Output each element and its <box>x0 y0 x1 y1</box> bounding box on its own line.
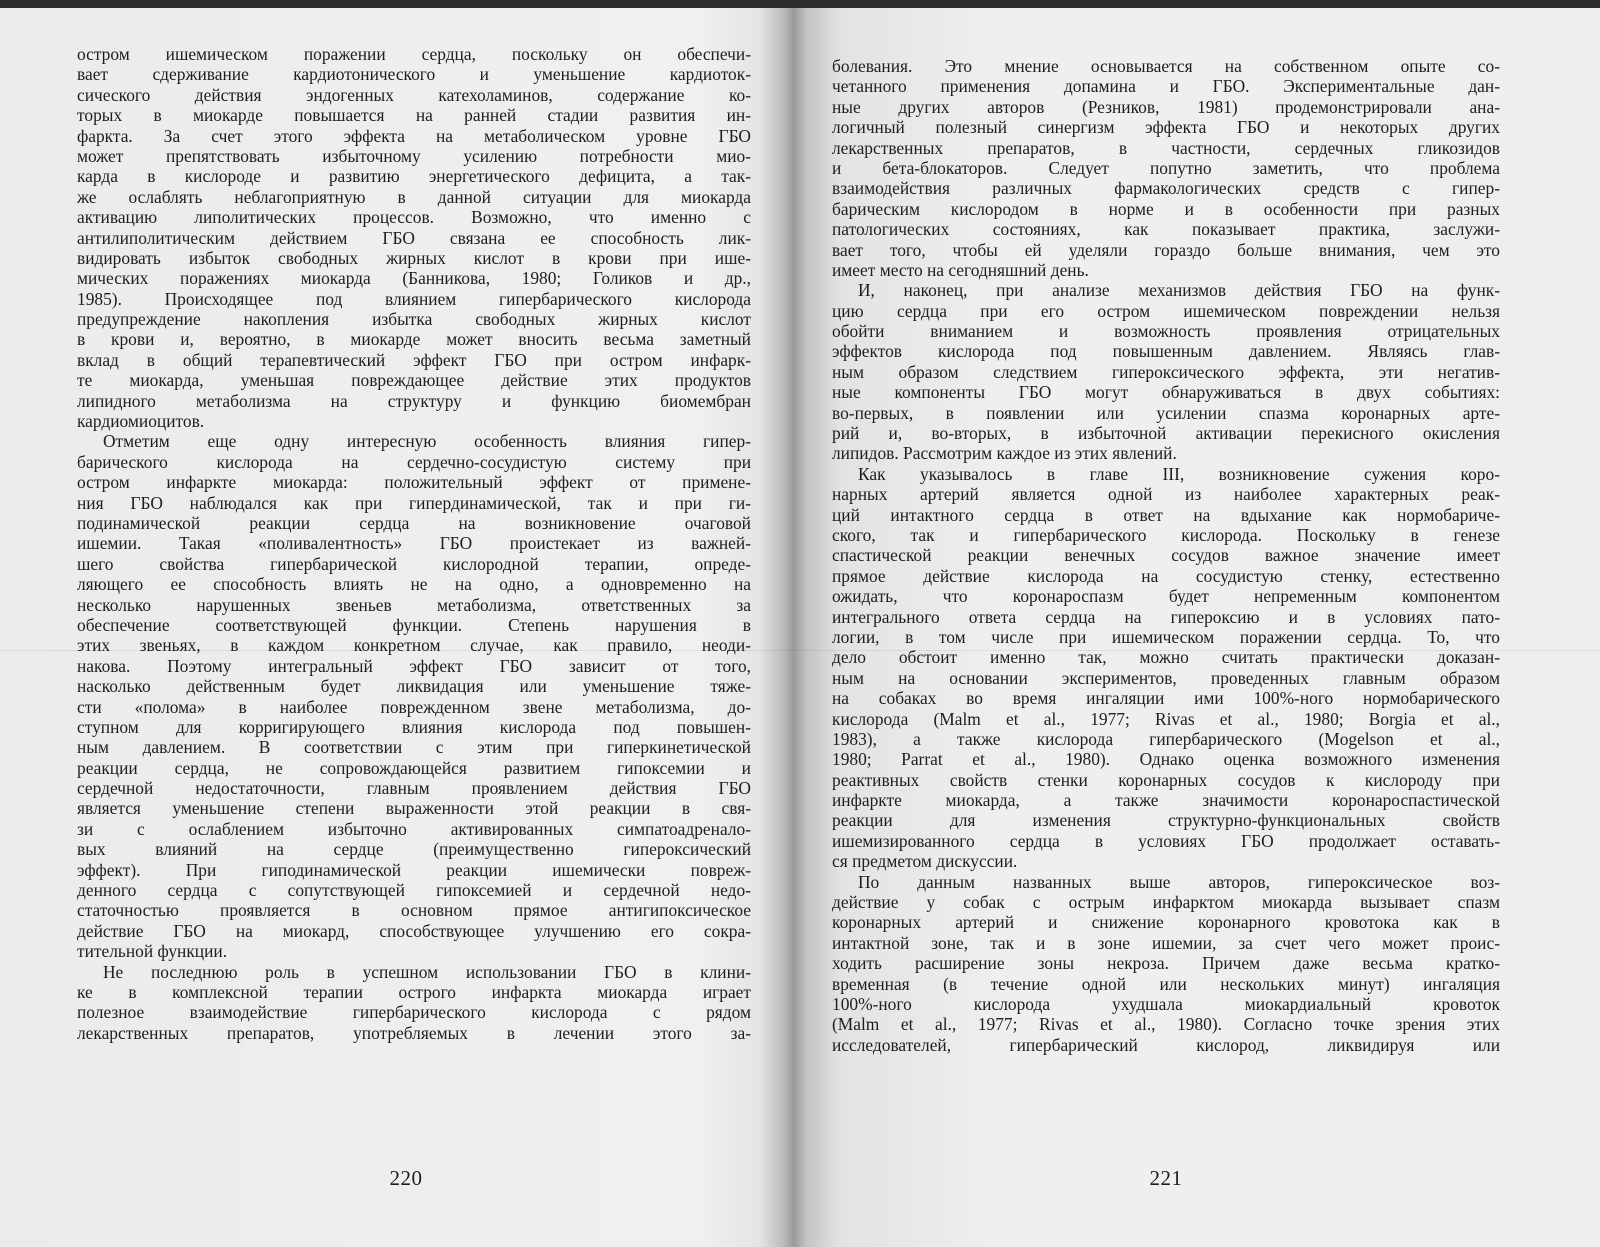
text-line: ляющего ее способность влиять не на одно, а одновременно на <box>77 574 751 595</box>
text-line: шего свойства гипербарической кислородной терапии, опреде- <box>77 553 751 574</box>
text-line: ным на основании экспериментов, проведенных главным образом <box>832 667 1500 688</box>
text-line: ций интактного сердца в ответ на вдыхание как нормобариче- <box>832 504 1500 525</box>
text-line: обойти вниманием и возможность проявления отрицательных <box>832 321 1500 342</box>
text-line: и бета-блокаторов. Следует попутно заметить, что проблема <box>832 157 1500 178</box>
text-line: лекарственных препаратов, в частности, сердечных гликозидов <box>832 137 1500 158</box>
text-line: антилиполитическим действием ГБО связана ее способность лик- <box>77 227 751 248</box>
text-line: ходить расширение зоны некроза. Причем даже весьма кратко- <box>832 953 1500 974</box>
text-line: может препятствовать избыточному усилению потребности мио- <box>77 145 751 166</box>
text-line: липидов. Рассмотрим каждое из этих явлений. <box>832 443 1177 464</box>
text-line: тительной функции. <box>77 941 228 962</box>
text-line: реакции сердца, не сопровождающейся развитием гипоксемии и <box>77 757 751 778</box>
text-line: кислорода (Malm et al., 1977; Rivas et al., 1980; Borgia et al., <box>832 708 1500 729</box>
text-line: прямое действие кислорода на сосудистую стенку, естественно <box>832 565 1500 586</box>
text-line: вых влияний на сердце (преимущественно гипероксический <box>77 839 751 860</box>
text-line: вклад в общий терапевтический эффект ГБО при остром инфарк- <box>77 349 751 370</box>
text-line: кардиомиоцитов. <box>77 411 205 432</box>
text-line: И, наконец, при анализе механизмов действия ГБО на функ- <box>858 280 1500 301</box>
text-line: обеспечение соответствующей функции. Степень нарушения в <box>77 614 751 635</box>
text-line: временная (в течение одной или нескольких минут) ингаляция <box>832 973 1500 994</box>
text-line: сического действия эндогенных катехоламинов, содержание ко- <box>77 84 751 105</box>
text-line: Не последнюю роль в успешном использовании ГБО в клини- <box>103 961 751 982</box>
text-line: денного сердца с сопутствующей гипоксемией и сердечной недо- <box>77 880 751 901</box>
text-line: имеет место на сегодняшний день. <box>832 259 1089 280</box>
text-line: ского, так и гипербарического кислорода. Поскольку в генезе <box>832 524 1500 545</box>
text-line: ные компоненты ГБО могут обнаруживаться в двух событиях: <box>832 382 1500 403</box>
text-line: ступном для корригирующего влияния кислорода под повышен- <box>77 716 751 737</box>
text-line: остром ишемическом поражении сердца, поскольку он обеспечи- <box>77 44 751 64</box>
right-page-text <box>832 56 1500 1055</box>
text-line: ся предметом дискуссии. <box>832 851 1018 872</box>
text-line: реакции для изменения структурно-функциональных свойств <box>832 810 1500 831</box>
text-line: фаркта. За счет этого эффекта на метаболическом уровне ГБО <box>77 125 751 146</box>
text-line: 1985). Происходящее под влиянием гипербарического кислорода <box>77 288 751 309</box>
text-line: болевания. Это мнение основывается на собственном опыте со- <box>832 56 1500 76</box>
left-page-number: 220 <box>389 1166 423 1190</box>
text-line: 1980; Parrat et al., 1980). Однако оценка возможного изменения <box>832 749 1500 770</box>
text-line: торых в миокарде повышается на ранней стадии развития ин- <box>77 105 751 126</box>
text-line: (Malm et al., 1977; Rivas et al., 1980). Согласно точке зрения этих <box>832 1014 1500 1035</box>
text-line: цию сердца при его остром ишемическом повреждении нельзя <box>832 300 1500 321</box>
text-line: эффектов кислорода под повышенным давлением. Являясь глав- <box>832 341 1500 362</box>
scanner-top-edge <box>0 0 1600 8</box>
text-line: ные других авторов (Резников, 1981) продемонстрировали ана- <box>832 96 1500 117</box>
text-line: коронарных артерий и снижение коронарного кровотока как в <box>832 912 1500 933</box>
right-page-number: 221 <box>1149 1166 1183 1190</box>
text-line: интегрального ответа сердца на гипероксию и в условиях пато- <box>832 606 1500 627</box>
text-line: действие у собак с острым инфарктом миокарда вызывает спазм <box>832 892 1500 913</box>
text-line: ожидать, что коронароспазм будет непременным компонентом <box>832 586 1500 607</box>
text-line: ишемизированного сердца в условиях ГБО продолжает оставать- <box>832 830 1500 851</box>
text-line: логичный полезный синергизм эффекта ГБО и некоторых других <box>832 117 1500 138</box>
text-line: же ослаблять неблагоприятную в данной ситуации для миокарда <box>77 186 751 207</box>
text-line: логии, в том числе при ишемическом поражении сердца. То, что <box>832 626 1500 647</box>
text-line: реактивных свойств стенки коронарных сосудов к кислороду при <box>832 769 1500 790</box>
text-line: По данным названных выше авторов, гипероксическое воз- <box>858 871 1500 892</box>
text-line: полезное взаимодействие гипербарического кислорода с рядом <box>77 1002 751 1023</box>
text-line: ным образом следствием гипероксического эффекта, эти негатив- <box>832 361 1500 382</box>
text-line: предупреждение накопления избытка свободных жирных кислот <box>77 309 751 330</box>
text-line: вает того, чтобы ей уделяли гораздо больше внимания, чем это <box>832 239 1500 260</box>
text-line: эффект). При гиподинамической реакции ишемически повреж- <box>77 859 751 880</box>
text-line: этих звеньях, в каждом конкретном случае, как правило, неоди- <box>77 635 751 656</box>
text-line: в крови и, вероятно, в миокарде может вносить весьма заметный <box>77 329 751 350</box>
text-line: является уменьшение степени выраженности этой реакции в свя- <box>77 798 751 819</box>
text-line: активацию липолитических процессов. Возможно, что именно с <box>77 207 751 228</box>
text-line: несколько нарушенных звеньев метаболизма, ответственных за <box>77 594 751 615</box>
text-line: подинамической реакции сердца на возникновение очаговой <box>77 512 751 533</box>
text-line: на собаках во время ингаляции ими 100%-ного нормобарического <box>832 688 1500 709</box>
text-line: Отметим еще одну интересную особенность влияния гипер- <box>103 431 751 452</box>
text-line: статочностью проявляется в основном прямое антигипоксическое <box>77 900 751 921</box>
text-line: барическим кислородом в норме и в особенности при разных <box>832 198 1500 219</box>
text-line: карда в кислороде и развитию энергетического дефицита, а так- <box>77 166 751 187</box>
text-line: рий и, во-вторых, в избыточной активации перекисного окисления <box>832 423 1500 444</box>
text-line: дело обстоит именно так, можно считать практически доказан- <box>832 647 1500 668</box>
text-line: интактной зоне, так и в зоне ишемии, за счет чего может проис- <box>832 932 1500 953</box>
text-line: лекарственных препаратов, употребляемых в лечении этого за- <box>77 1022 751 1043</box>
text-line: ке в комплексной терапии острого инфаркта миокарда играет <box>77 981 751 1002</box>
text-line: зи с ослаблением избыточно активированных симпатоадренало- <box>77 818 751 839</box>
text-line: действие ГБО на миокард, способствующее улучшению его сокра- <box>77 920 751 941</box>
text-line: насколько действенным будет ликвидация или уменьшение тяже- <box>77 676 751 697</box>
text-line: те миокарда, уменьшая повреждающее действие этих продуктов <box>77 370 751 391</box>
text-line: видировать избыток свободных жирных кислот в крови при ише- <box>77 247 751 268</box>
text-line: 1983), а также кислорода гипербарического (Mogelson et al., <box>832 728 1500 749</box>
text-line: ным давлением. В соответствии с этим при гиперкинетической <box>77 737 751 758</box>
text-line: накова. Поэтому интегральный эффект ГБО зависит от того, <box>77 655 751 676</box>
text-line: сердечной недостаточности, главным проявлением действия ГБО <box>77 778 751 799</box>
text-line: исследователей, гипербарический кислород, ликвидируя или <box>832 1034 1500 1055</box>
text-line: сти «полома» в наиболее поврежденном звене метаболизма, до- <box>77 696 751 717</box>
text-line: во-первых, в появлении или усилении спазма коронарных арте- <box>832 402 1500 423</box>
text-line: четанного применения допамина и ГБО. Экспериментальные дан- <box>832 76 1500 97</box>
text-line: спастической реакции венечных сосудов важное значение имеет <box>832 545 1500 566</box>
text-line: остром инфаркте миокарда: положительный эффект от примене- <box>77 472 751 493</box>
text-line: Как указывалось в главе III, возникновение сужения коро- <box>858 463 1500 484</box>
text-line: мических поражениях миокарда (Банникова, 1980; Голиков и др., <box>77 268 751 289</box>
text-line: патологических состояниях, как показывает практика, заслужи- <box>832 219 1500 240</box>
text-line: липидного метаболизма на структуру и функцию биомембран <box>77 390 751 411</box>
text-line: ишемии. Такая «поливалентность» ГБО проистекает из важней- <box>77 533 751 554</box>
text-line: вает сдерживание кардиотонического и уменьшение кардиоток- <box>77 64 751 85</box>
text-line: барического кислорода на сердечно-сосудистую систему при <box>77 451 751 472</box>
text-line: инфаркте миокарда, а также значимости коронароспастической <box>832 790 1500 811</box>
text-line: нарных артерий является одной из наиболее характерных реак- <box>832 484 1500 505</box>
left-page-text <box>77 44 751 1043</box>
text-line: взаимодействия различных фармакологических средств с гипер- <box>832 178 1500 199</box>
text-line: ния ГБО наблюдался как при гипердинамической, так и при ги- <box>77 492 751 513</box>
text-line: 100%-ного кислорода ухудшала миокардиальный кровоток <box>832 993 1500 1014</box>
